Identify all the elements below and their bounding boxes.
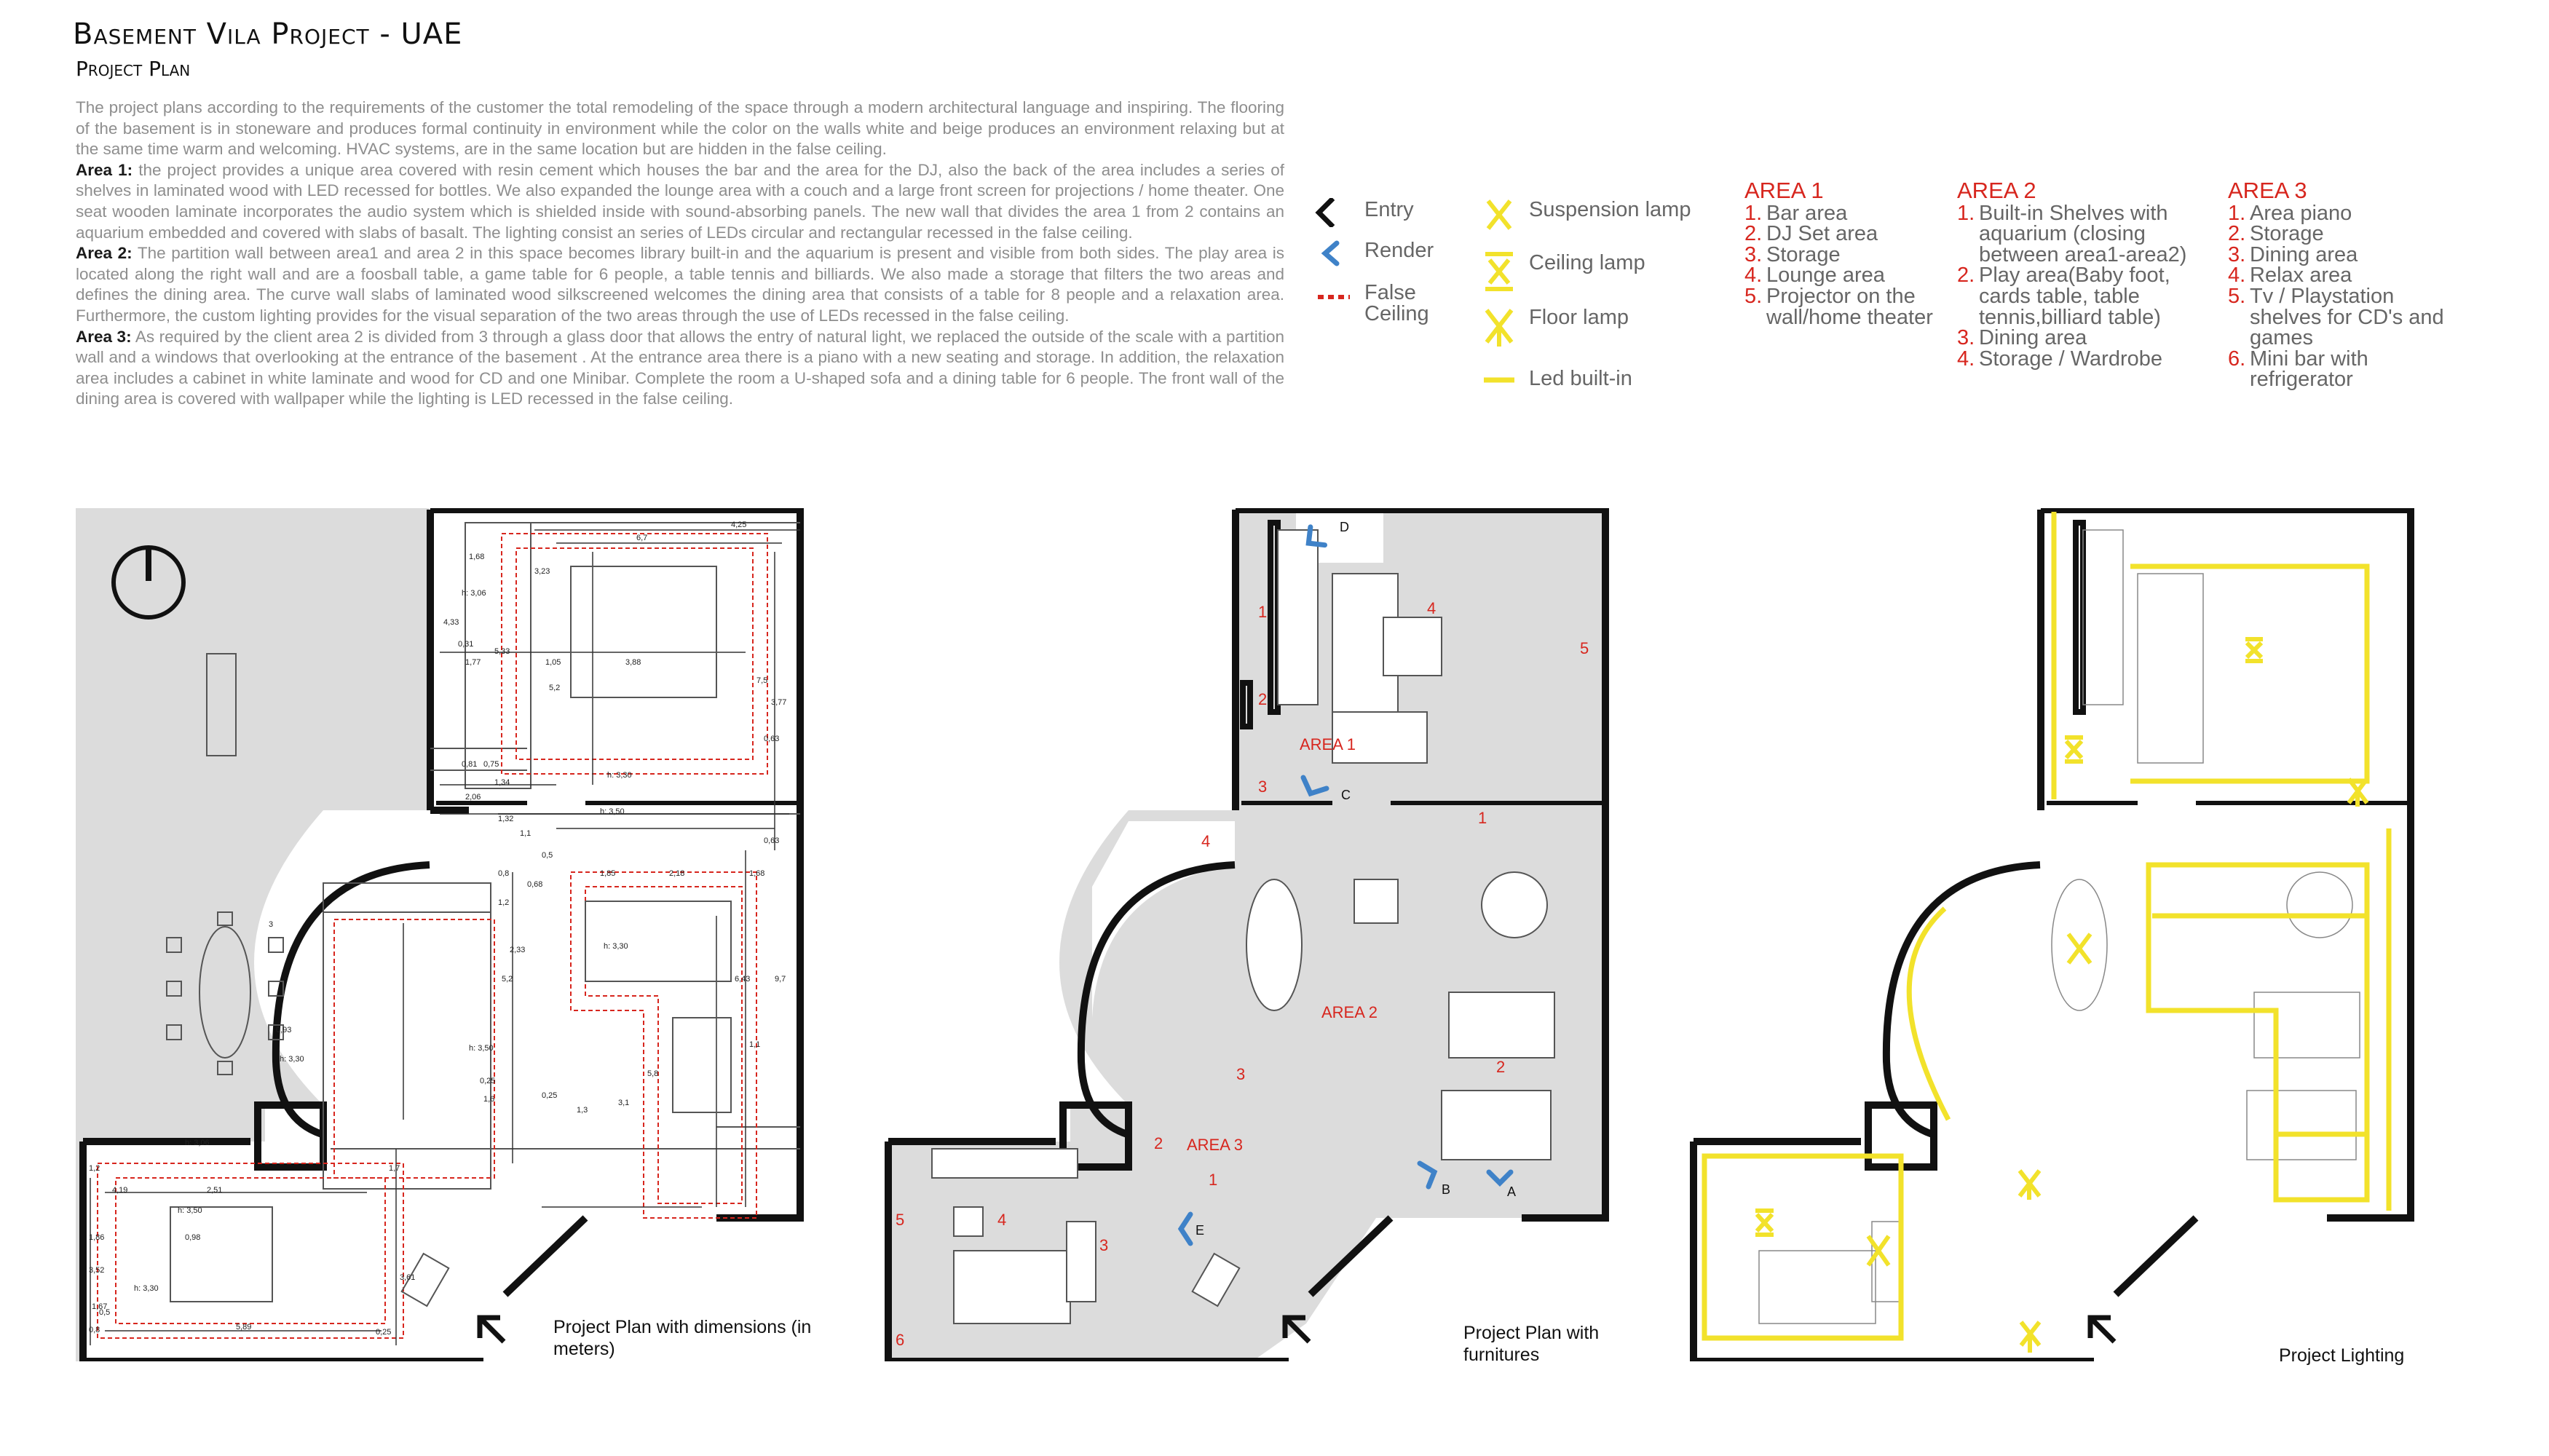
- dimension-label: h: 3,06: [185, 1139, 210, 1147]
- dimension-label: 2,06: [465, 793, 481, 802]
- dimension-label: 5,2: [549, 684, 561, 692]
- dimension-label: 5,2: [502, 975, 513, 984]
- area3-list: [2228, 178, 2468, 392]
- dimension-label: 0,63: [764, 735, 780, 743]
- area-number: 3: [1258, 778, 1268, 796]
- area2-text: The partition wall between area1 and area 2 in this space becomes library built-in and the aquarium is present and visible from both sides. The play area is located along the right wall and are a foosball table, a game table for 6 people, a table tennis and billiards. We also made a storage that filters the two areas and defines the dining area. The curve wall slabs of laminated wood silkscreened welcomes the dining area that consists of a table for 8 people and a relaxation area. Furthermore, the custom lighting provides for the visual separation of the two areas through the use of LEDs recessed in the false ceiling.: [76, 244, 1284, 325]
- plan-lighting: [1686, 508, 2422, 1361]
- dimension-label: 1,85: [600, 869, 616, 878]
- area-number: 4: [1201, 832, 1211, 850]
- plan-furniture: [881, 508, 1616, 1361]
- description-area2: [76, 243, 1284, 326]
- list-item: 2. DJ Set area: [1744, 222, 1878, 246]
- description-intro: The project plans according to the requirements of the customer the total remodeling of the space through a modern architectural language and inspiring. The flooring of the basement is in stoneware and produces formal continuity in environment while the color on the walls white and beige produces an environment relaxing but at the same time warm and welcoming. HVAC systems, are in the same location but are hidden in the false ceiling.: [76, 98, 1284, 159]
- dimension-label: 3,23: [534, 567, 550, 576]
- list-item: 3. Dining area: [2228, 242, 2358, 266]
- area-number: 2: [1154, 1134, 1163, 1152]
- list-item: 3. Storage: [1744, 242, 1841, 266]
- dimension-label: 7,5: [756, 676, 768, 685]
- legend-led-builtin: [1478, 367, 1632, 396]
- caption-lighting: Project Lighting: [2279, 1345, 2405, 1366]
- area-number: 5: [896, 1211, 905, 1229]
- dimension-label: h: 3,50: [600, 807, 625, 816]
- dimension-label: h: 3,30: [607, 771, 632, 780]
- list-item: 5. Projector on the wall/home theater: [1744, 284, 1933, 329]
- list-item: 5. Tv / Playstation shelves for CD's and games: [2228, 284, 2444, 350]
- dimension-label: 4,19: [112, 1186, 128, 1195]
- dimension-label: 1,2: [498, 898, 510, 907]
- ceiling-lamp-icon: [1478, 251, 1529, 280]
- area-number: 1: [1258, 603, 1268, 621]
- area3-heading: Area 3:: [76, 327, 132, 346]
- entry-arrow-icon: [1313, 198, 1364, 227]
- legend-entry-label: Entry: [1364, 198, 1414, 221]
- dimension-label: 0,5: [99, 1308, 111, 1317]
- legend-false-ceiling-label: False Ceiling: [1364, 281, 1429, 325]
- area-number: 2: [1258, 690, 1268, 708]
- dimension-label: 3,88: [625, 658, 641, 667]
- list-item: 4. Storage / Wardrobe: [1957, 347, 2162, 371]
- dimension-label: 0,75: [483, 760, 499, 769]
- dimension-label: 1,68: [469, 553, 485, 561]
- area-number: 4: [1427, 599, 1436, 617]
- dimension-label: 5,33: [494, 647, 510, 656]
- area2-list: [1957, 178, 2197, 371]
- area1-title: AREA 1: [1744, 178, 1824, 203]
- area2-heading: Area 2:: [76, 244, 133, 263]
- render-chevron-icon: [1313, 239, 1364, 268]
- area3-text: As required by the client area 2 is divided from 3 through a glass door that allows the entry of natural light, we replaced the outside of the scale with a partition wall and a windows that overlooking at the entrance of the basement . At the entrance area there is a piano with a new seating and storage. In addition, the relaxation area includes a cabinet in white laminate and wood for CD and one Minibar. Complete the room a U-shaped sofa and a dining table for 6 people. The front wall of the dining area is covered with wallpaper while the lighting is LED recessed in the false ceiling.: [76, 327, 1284, 408]
- list-item: 6. Mini bar with refrigerator: [2228, 347, 2368, 392]
- area-number: 1: [1209, 1171, 1218, 1189]
- caption-dimensions: Project Plan with dimensions (in meters): [553, 1317, 812, 1359]
- list-item: 3. Dining area: [1957, 326, 2087, 350]
- area1-heading: Area 1:: [76, 160, 133, 179]
- legend-led-builtin-label: Led built-in: [1529, 367, 1632, 390]
- render-label-b: B: [1442, 1182, 1451, 1197]
- dimension-label: 0,31: [458, 640, 474, 649]
- description-area3: [76, 327, 1284, 410]
- dimension-label: 4,25: [731, 521, 747, 529]
- render-label-c: C: [1341, 788, 1351, 802]
- dimension-label: 9,7: [775, 975, 786, 984]
- legend-false-ceiling: [1313, 282, 1445, 325]
- area3-map-label: AREA 3: [1187, 1136, 1244, 1154]
- page-title: Basement Vila Project - UAE: [73, 17, 463, 51]
- area-number: 2: [1496, 1058, 1506, 1076]
- false-ceiling-dashes-icon: [1313, 282, 1364, 312]
- dimension-label: h: 3,50: [178, 1206, 202, 1215]
- area-number: 5: [1580, 639, 1589, 657]
- area-number: 3: [1236, 1065, 1246, 1083]
- dimension-label: 1,05: [545, 658, 561, 667]
- dimension-label: 0,98: [185, 1233, 201, 1242]
- dimension-label: 1,77: [465, 658, 481, 667]
- dimension-label: h: 3,06: [462, 589, 486, 598]
- dimension-label: 1,6: [483, 1095, 495, 1104]
- dimension-label: 1,7: [389, 1164, 400, 1173]
- list-item: 1. Built-in Shelves with aquarium (closing between area1-area2): [1957, 201, 2187, 266]
- caption-furniture: Project Plan with furnitures: [1463, 1323, 1600, 1365]
- legend-render-label: Render: [1364, 239, 1434, 262]
- dimension-label: 4,33: [443, 618, 459, 627]
- dimension-label: 3,61: [400, 1273, 416, 1282]
- dimension-label: 6,43: [735, 975, 751, 984]
- dimension-label: h: 3,30: [134, 1284, 159, 1293]
- list-item: 2. Storage: [2228, 222, 2324, 246]
- legend-render: [1313, 239, 1434, 268]
- dimension-label: 0,8: [89, 1326, 100, 1334]
- area3-title: AREA 3: [2228, 178, 2307, 203]
- list-item: 2. Play area(Baby foot, cards table, table tennis,billiard table): [1957, 264, 2170, 329]
- render-label-e: E: [1196, 1223, 1205, 1238]
- list-item: 4. Relax area: [2228, 264, 2352, 288]
- dimension-label: 2,51: [207, 1186, 223, 1195]
- dimension-label: 1,67: [92, 1302, 108, 1311]
- legend-suspension-lamp: [1478, 198, 1691, 227]
- legend-entry: [1313, 198, 1414, 227]
- legend-ceiling-lamp-label: Ceiling lamp: [1529, 251, 1645, 274]
- dimension-label: 0,5: [542, 851, 553, 860]
- list-item: 1. Area piano: [2228, 201, 2352, 225]
- dimension-label: 6,7: [636, 534, 648, 542]
- area-number: 4: [997, 1211, 1007, 1229]
- legend-floor-lamp-label: Floor lamp: [1529, 306, 1629, 329]
- plan-dimensions: [76, 508, 811, 1361]
- dimension-label: 0,25: [376, 1328, 392, 1337]
- dimension-label: 0,25: [480, 1077, 496, 1085]
- dimension-label: 1,2: [89, 1164, 100, 1173]
- dimension-label: 1,68: [749, 869, 765, 878]
- dimension-label: 1,86: [89, 1233, 105, 1242]
- legend-ceiling-lamp: [1478, 251, 1645, 280]
- suspension-lamp-icon: [1478, 198, 1529, 227]
- dimension-label: h: 3,30: [604, 942, 628, 951]
- dimension-label: 1,3: [577, 1106, 588, 1115]
- dimension-label: 0,93: [276, 1026, 292, 1034]
- led-line-icon: [1478, 367, 1529, 396]
- dimension-label: 0,8: [498, 869, 510, 878]
- dimension-label: 3: [269, 920, 274, 929]
- dimension-label: h: 3,50: [469, 1044, 494, 1053]
- dimension-label: 3,52: [89, 1266, 105, 1275]
- dimension-label: 0,68: [527, 880, 543, 889]
- dimension-label: 5,8: [647, 1069, 659, 1078]
- area-number: 1: [1478, 809, 1487, 827]
- area1-map-label: AREA 1: [1300, 735, 1356, 753]
- list-item: 4. Lounge area: [1744, 264, 1885, 288]
- legend-suspension-lamp-label: Suspension lamp: [1529, 198, 1691, 221]
- area2-map-label: AREA 2: [1321, 1003, 1378, 1021]
- list-item: 1. Bar area: [1744, 201, 1848, 225]
- area2-title: AREA 2: [1957, 178, 2036, 203]
- dimension-label: h: 3,30: [280, 1055, 304, 1064]
- area1-list: [1744, 178, 1941, 329]
- description-area1: [76, 160, 1284, 243]
- area-number: 6: [896, 1331, 905, 1349]
- dimension-label: 1,1: [520, 829, 531, 838]
- dimension-label: 1,34: [494, 778, 510, 787]
- dimension-label: 1,1: [749, 1040, 761, 1049]
- area-number: 3: [1099, 1236, 1109, 1254]
- render-label-d: D: [1340, 520, 1349, 534]
- dimension-label: 0,25: [542, 1091, 558, 1100]
- dimension-label: 5,89: [236, 1323, 252, 1332]
- page-subtitle: Project Plan: [76, 57, 191, 81]
- dimension-label: 3,1: [618, 1099, 630, 1107]
- dimension-label: 0,63: [764, 836, 780, 845]
- dimension-label: 1,32: [498, 815, 514, 823]
- dimension-label: 2,33: [510, 946, 526, 954]
- project-description: [76, 98, 1284, 410]
- legend-floor-lamp: [1478, 306, 1629, 335]
- dimension-label: 3,77: [771, 698, 787, 707]
- floor-lamp-icon: [1478, 306, 1529, 335]
- render-label-a: A: [1507, 1184, 1517, 1199]
- dimension-label: 0,81: [462, 760, 478, 769]
- dimension-label: 2,18: [669, 869, 685, 878]
- area1-text: the project provides a unique area covered with resin cement which houses the bar and the area for the DJ, also the back of the area includes a series of shelves in laminated wood with LED recessed for bottles. We also expanded the lounge area with a couch and a large front screen for projections / home theater. One seat wooden laminate incorporates the audio system which is shielded inside with sound-absorbing panels. The new wall that divides the area 1 from 2 contains an aquarium embedded and covered with slabs of basalt. The lighting consist an series of LEDs circular and rectangular recessed in the false ceiling.: [76, 160, 1284, 242]
